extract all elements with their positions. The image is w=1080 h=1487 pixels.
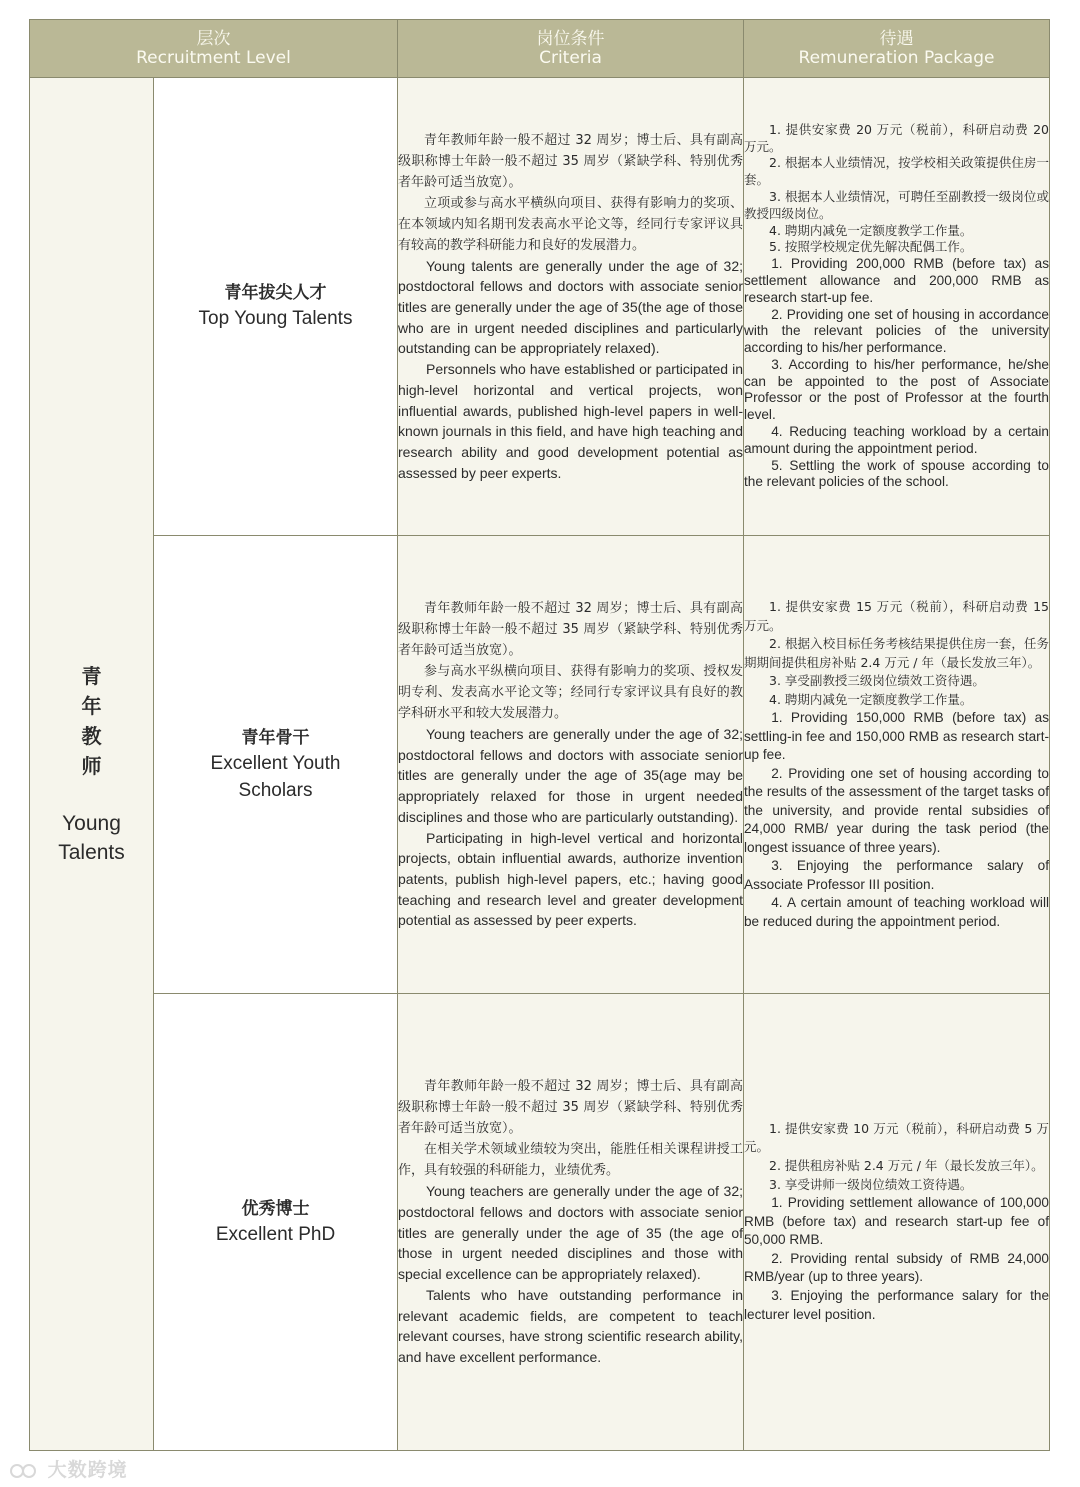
table-row: [30, 78, 1050, 536]
table-row: [30, 536, 1050, 994]
level-top-young-talents: 青年拔尖人才 Top Young Talents: [154, 78, 398, 536]
group-label-cn: 青 年 教 师: [81, 664, 102, 778]
criteria-cell: 青年教师年龄一般不超过 32 周岁；博士后、具有副高级职称博士年龄一般不超过 35 周岁（紧缺学科、特别优秀者年龄可适当放宽）。 立项或参与高水平横纵向项目、获得有影响力的奖项、在本领域内知名期刊发表高水平论文等，经同行专家评议具有较高的教学科研能力和良好的发展潜力。 Young talents are generally under the age of 32; postdoctoral fellows and doctors with associate senior titles are generally under the age of 35(the age of those who are in urgent needed disciplines and particularly outstanding can be appropriately relaxed). Personnels who have established or participated in high-level horizontal and vertical projects, won influential awards, published high-level papers in well-known journals in this field, and have high teaching and research ability and good development potential as assessed by peer experts.: [398, 78, 744, 536]
remuneration-cell: 1. 提供安家费 10 万元（税前），科研启动费 5 万元。 2. 提供租房补贴 2.4 万元 / 年（最长发放三年）。 3. 享受讲师一级岗位绩效工资待遇。 1. Providing settlement allowance of 100,000 RMB (before tax) and research start-up fee of 50,000 RMB. 2. Providing rental subsidy of RMB 24,000 RMB/year (up to three years). 3. Enjoying the performance salary for the lecturer level position.: [744, 994, 1050, 1451]
group-label-en: Young Talents: [58, 812, 125, 864]
remuneration-cell: 1. 提供安家费 15 万元（税前），科研启动费 15 万元。 2. 根据入校目标任务考核结果提供住房一套，任务期期间提供租房补贴 2.4 万元 / 年（最长发放三年）。 3. 享受副教授三级岗位绩效工资待遇。 4. 聘期内减免一定额度教学工作量。 1. Providing 150,000 RMB (before tax) as settling-in fee and 150,000 RMB as research start-up fee. 2. Providing one set of housing according to the results of the assessment of the target tasks of the university, and provide rental subsidies of 24,000 RMB/ year during the task period (the longest issuance of three years). 3. Enjoying the performance salary of Associate Professor III position. 4. A certain amount of teaching workload will be reduced during the appointment period.: [744, 536, 1050, 994]
watermark-logo-icon: [10, 1462, 40, 1480]
level-excellent-youth-scholars: 青年骨干 Excellent Youth Scholars: [154, 536, 398, 994]
header-criteria: 岗位条件 Criteria: [398, 20, 744, 78]
criteria-cell: 青年教师年龄一般不超过 32 周岁；博士后、具有副高级职称博士年龄一般不超过 35 周岁（紧缺学科、特别优秀者年龄可适当放宽）。 参与高水平纵横向项目、获得有影响力的奖项、授权发明专利、发表高水平论文等；经同行专家评议具有良好的教学科研水平和较大发展潜力。 Young teachers are generally under the age of 32; postdoctoral fellows and doctors with associate senior titles are generally under the age of 35(age may be appropriately relaxed for those in urgent needed disciplines and those who are particularly outstanding). Participating in high-level vertical and horizontal projects, obtain influential awards, authorize invention patents, publish high-level papers, etc.; having good teaching and research level and greater development potential as assessed by peer experts.: [398, 536, 744, 994]
group-young-talents: [30, 78, 154, 1451]
level-excellent-phd: 优秀博士 Excellent PhD: [154, 994, 398, 1451]
header-row: [30, 20, 1050, 78]
watermark: 大数跨境: [10, 1455, 128, 1482]
remuneration-cell: 1. 提供安家费 20 万元（税前），科研启动费 20 万元。 2. 根据本人业绩情况，按学校相关政策提供住房一套。 3. 根据本人业绩情况，可聘任至副教授一级岗位或教授四级岗位。 4. 聘期内减免一定额度教学工作量。 5. 按照学校规定优先解决配偶工作。 1. Providing 200,000 RMB (before tax) as settlement allowance and 200,000 RMB as research start-up fee. 2. Providing one set of housing in accordance with the relevant policies of the university according to his/her performance. 3. According to his/her performance, he/she can be appointed to the post of Associate Professor or the post of Professor at the fourth level. 4. Reducing teaching workload by a certain amount during the appointment period. 5. Settling the work of spouse according to the relevant policies of the school.: [744, 78, 1050, 536]
recruitment-table: [29, 19, 1050, 1451]
header-recruitment-level: 层次 Recruitment Level: [30, 20, 398, 78]
table-row: [30, 994, 1050, 1451]
criteria-cell: 青年教师年龄一般不超过 32 周岁；博士后、具有副高级职称博士年龄一般不超过 35 周岁（紧缺学科、特别优秀者年龄可适当放宽）。 在相关学术领域业绩较为突出，能胜任相关课程讲授工作，具有较强的科研能力，业绩优秀。 Young teachers are generally under the age of 32; postdoctoral fellows and doctors with associate senior titles are generally under the age of 35 (the age of those in urgent needed disciplines and those with special excellence can be appropriately relaxed). Talents who have outstanding performance in relevant academic fields, are competent to teach relevant courses, have strong scientific research ability, and have excellent performance.: [398, 994, 744, 1451]
header-remuneration: 待遇 Remuneration Package: [744, 20, 1050, 78]
